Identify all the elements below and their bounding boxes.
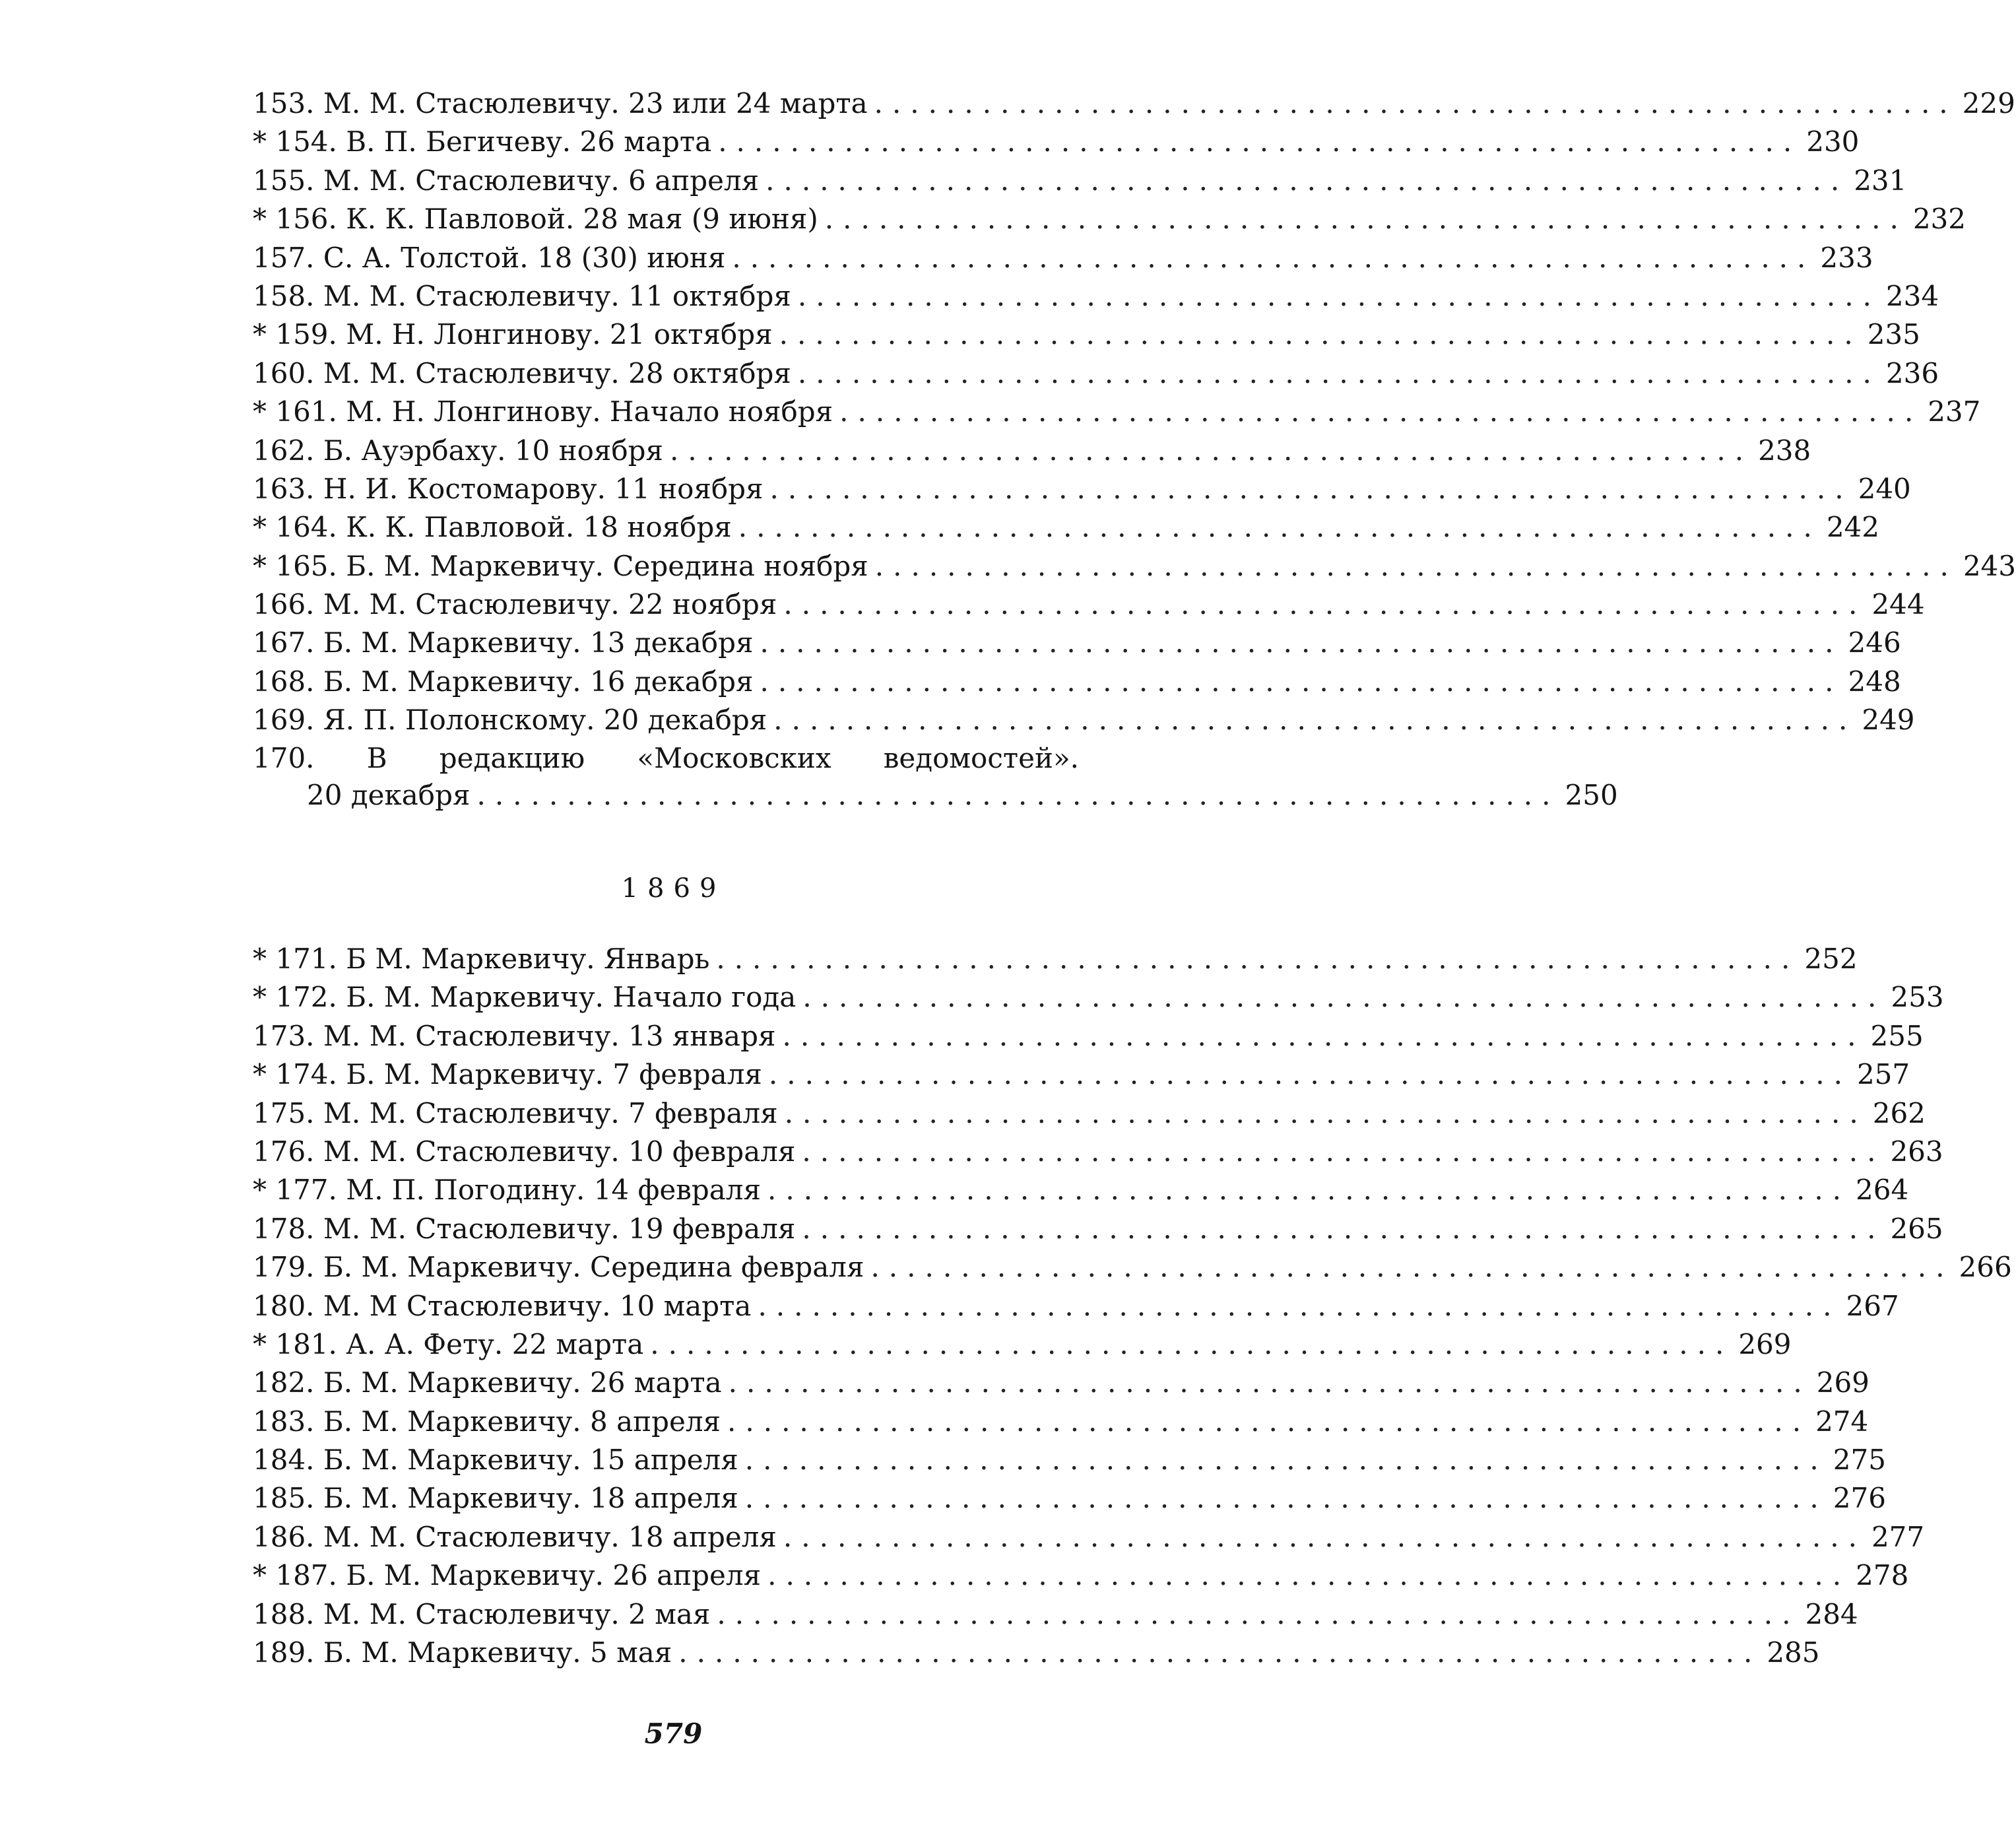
toc-entry-page: 255 <box>1870 1019 1924 1052</box>
toc-entry <box>253 316 1920 354</box>
toc-entry <box>253 1634 1820 1672</box>
toc-entry <box>253 624 1901 662</box>
toc-entry-page: 237 <box>1928 395 1981 428</box>
dot-leader: ............................................................ <box>783 1520 1866 1553</box>
toc-entry <box>253 701 1915 739</box>
toc-entry <box>253 1133 1943 1171</box>
toc-entry <box>253 123 1860 161</box>
toc-entry-page: 243 <box>1963 549 2016 582</box>
toc-entry-page: 264 <box>1856 1174 1909 1207</box>
toc-entry-page: 231 <box>1854 164 1907 197</box>
dot-leader: ............................................................ <box>670 434 1753 467</box>
dot-leader: ............................................................ <box>738 511 1821 544</box>
toc-entry <box>253 1248 2012 1286</box>
toc-entry-page: 269 <box>1738 1327 1792 1360</box>
dot-leader: ............................................................ <box>782 1019 1866 1052</box>
dot-leader: ............................................................ <box>783 588 1867 621</box>
toc-entry-title: * 156. К. К. Павловой. 28 мая (9 июня) <box>253 203 818 236</box>
toc-entry-title: 168. Б. М. Маркевичу. 16 декабря <box>253 665 754 698</box>
toc-entry-page: 242 <box>1826 511 1879 544</box>
toc-entry <box>253 1556 1909 1595</box>
dot-leader: ............................................................ <box>802 981 1886 1014</box>
toc-entry-page: 276 <box>1833 1482 1886 1515</box>
toc-entry <box>253 1171 1909 1209</box>
toc-entry-page: 252 <box>1804 943 1858 975</box>
dot-leader: ............................................................ <box>767 1559 1851 1592</box>
toc-entry <box>253 508 1879 547</box>
toc-entry-page: 238 <box>1758 434 1811 467</box>
toc-entry-page: 240 <box>1858 472 1911 505</box>
toc-entry-title: 188. М. М. Стасюлевичу. 2 мая <box>253 1597 711 1630</box>
toc-entry <box>253 1055 1910 1094</box>
toc-entry-page: 232 <box>1912 203 1966 236</box>
toc-entry-page: 285 <box>1767 1636 1820 1669</box>
toc-entry-title-line1: 170. В редакцию «Московских ведомостей». <box>253 741 1079 774</box>
toc-entry <box>253 1325 1792 1364</box>
toc-entry <box>253 1287 1899 1325</box>
dot-leader: ............................................................ <box>765 164 1849 197</box>
toc-entry-page: 246 <box>1848 626 1901 659</box>
toc-entry-title: 178. М. М. Стасюлевичу. 19 февраля <box>253 1212 796 1245</box>
toc-entry-title: * 159. М. Н. Лонгинову. 21 октября <box>253 318 773 351</box>
toc-entry <box>253 1094 1926 1133</box>
dot-leader: ............................................................ <box>758 1289 1841 1322</box>
toc-entry-page: 248 <box>1848 665 1901 698</box>
dot-leader: ............................................................ <box>728 1366 1811 1399</box>
dot-leader: ............................................................ <box>717 1597 1800 1630</box>
toc-entry <box>253 1210 1943 1248</box>
dot-leader: ............................................................ <box>716 943 1800 975</box>
toc-entry-page: 275 <box>1833 1444 1886 1477</box>
dot-leader: ............................................................ <box>718 125 1802 158</box>
toc-entry-title: 163. Н. И. Костомарову. 11 ноября <box>253 472 764 505</box>
toc-entry-title: 183. Б. М. Маркевичу. 8 апреля <box>253 1405 721 1438</box>
toc-entry <box>253 162 1907 200</box>
toc-entry-title: * 181. А. А. Фету. 22 марта <box>253 1327 644 1360</box>
toc-entry-title: 155. М. М. Стасюлевичу. 6 апреля <box>253 164 760 197</box>
toc-entry-page: 253 <box>1891 981 1944 1014</box>
page-number: 579 <box>644 1717 703 1750</box>
dot-leader: ............................................................ <box>802 1135 1885 1168</box>
dot-leader: ............................................................ <box>773 704 1857 737</box>
toc-entry-title: 157. С. А. Толстой. 18 (30) июня <box>253 241 726 274</box>
toc-entry <box>253 239 1873 277</box>
toc-entry-page: 262 <box>1872 1096 1926 1129</box>
toc-entry-page: 265 <box>1890 1212 1943 1245</box>
dot-leader: ............................................................ <box>779 318 1862 351</box>
dot-leader: ............................................................ <box>839 395 1923 428</box>
toc-entry-title: 189. Б. М. Маркевичу. 5 мая <box>253 1636 672 1669</box>
toc-entry-title: 162. Б. Ауэрбаху. 10 ноября <box>253 434 664 467</box>
toc-entry-page: 284 <box>1805 1597 1858 1630</box>
toc-entry-title: * 171. Б М. Маркевичу. Январь <box>253 943 710 975</box>
toc-entry-title: 176. М. М. Стасюлевичу. 10 февраля <box>253 1135 796 1168</box>
toc-entry-title: 169. Я. П. Полонскому. 20 декабря <box>253 704 767 737</box>
toc-entry-page: 229 <box>1962 87 2015 119</box>
toc-entry <box>253 354 1939 393</box>
toc-entry-title: 185. Б. М. Маркевичу. 18 апреля <box>253 1482 738 1515</box>
toc-entry-title: * 187. Б. М. Маркевичу. 26 апреля <box>253 1559 762 1592</box>
toc-entry-title: * 164. К. К. Павловой. 18 ноября <box>253 511 732 544</box>
toc-entry-title: * 177. М. П. Погодину. 14 февраля <box>253 1174 761 1207</box>
dot-leader: ............................................................ <box>744 1482 1828 1515</box>
dot-leader: ............................................................ <box>874 87 1957 119</box>
toc-entry-title: 175. М. М. Стасюлевичу. 7 февраля <box>253 1096 778 1129</box>
toc-entry-title: * 161. М. Н. Лонгинову. Начало ноября <box>253 395 833 428</box>
dot-leader: ............................................................ <box>769 472 1853 505</box>
toc-entry-page: 236 <box>1885 356 1939 389</box>
toc-entry-page: 263 <box>1890 1135 1943 1168</box>
toc-list-1869 <box>253 940 2012 1672</box>
toc-entry-title: 173. М. М. Стасюлевичу. 13 января <box>253 1019 776 1052</box>
dot-leader: ............................................................ <box>760 665 1843 698</box>
toc-entry <box>253 1364 1870 1402</box>
toc-entry-title: 184. Б. М. Маркевичу. 15 апреля <box>253 1444 738 1477</box>
toc-entry-title: 160. М. М. Стасюлевичу. 28 октября <box>253 356 791 389</box>
toc-entry <box>253 547 2016 585</box>
toc-entry <box>253 84 2015 123</box>
toc-entry-page: 249 <box>1862 704 1915 737</box>
toc-entry-page: 234 <box>1885 279 1939 312</box>
dot-leader: ............................................................ <box>767 1174 1851 1207</box>
dot-leader: ............................................................ <box>727 1405 1811 1438</box>
toc-entry <box>253 978 1944 1016</box>
toc-entry-title: 153. М. М. Стасюлевичу. 23 или 24 марта <box>253 87 868 119</box>
toc-entry <box>253 1595 1858 1634</box>
toc-entry-title: 182. Б. М. Маркевичу. 26 марта <box>253 1366 722 1399</box>
dot-leader: ............................................................ <box>476 778 1560 811</box>
toc-entry-title: 180. М. М Стасюлевичу. 10 марта <box>253 1289 752 1322</box>
dot-leader: ............................................................ <box>797 279 1881 312</box>
toc-entry <box>253 585 1925 624</box>
dot-leader: ............................................................ <box>768 1058 1852 1091</box>
toc-entry-title: * 172. Б. М. Маркевичу. Начало года <box>253 981 797 1014</box>
dot-leader: ............................................................ <box>678 1636 1762 1669</box>
dot-leader: ............................................................ <box>874 549 1958 582</box>
dot-leader: ............................................................ <box>802 1212 1885 1245</box>
toc-entry <box>253 200 1966 238</box>
toc-entry-title: 166. М. М. Стасюлевичу. 22 ноября <box>253 588 777 621</box>
toc-entry-title: * 174. Б. М. Маркевичу. 7 февраля <box>253 1058 762 1091</box>
toc-entry <box>253 1441 1886 1479</box>
dot-leader: ............................................................ <box>760 626 1843 659</box>
toc-entry-title: * 165. Б. М. Маркевичу. Середина ноября <box>253 549 868 582</box>
toc-entry-page: 233 <box>1820 241 1873 274</box>
dot-leader: ............................................................ <box>824 203 1908 236</box>
toc-entry <box>253 1518 1925 1556</box>
toc-entry-page: 230 <box>1806 125 1860 158</box>
toc-list-1868 <box>253 84 2016 817</box>
toc-entry-title: * 154. В. П. Бегичеву. 26 марта <box>253 125 712 158</box>
toc-entry-page: 267 <box>1846 1289 1899 1322</box>
toc-entry-page: 244 <box>1871 588 1925 621</box>
toc-entry <box>253 277 1939 316</box>
dot-leader: ............................................................ <box>732 241 1815 274</box>
toc-entry-title: 167. Б. М. Маркевичу. 13 декабря <box>253 626 754 659</box>
toc-entry-page: 278 <box>1856 1559 1909 1592</box>
dot-leader: ............................................................ <box>784 1096 1868 1129</box>
toc-entry <box>253 1479 1886 1517</box>
toc-entry-line2 <box>253 777 1618 814</box>
toc-entry-page: 250 <box>1565 778 1618 811</box>
toc-entry <box>253 1017 1924 1055</box>
toc-entry-page: 274 <box>1815 1405 1869 1438</box>
toc-entry-page: 266 <box>1959 1251 2012 1284</box>
dot-leader: ............................................................ <box>650 1327 1734 1360</box>
toc-entry-multiline <box>253 740 1618 817</box>
dot-leader: ............................................................ <box>744 1444 1828 1477</box>
dot-leader: ............................................................ <box>870 1251 1954 1284</box>
toc-entry <box>253 940 1858 978</box>
toc-entry <box>253 1403 1869 1441</box>
toc-entry <box>253 470 1911 508</box>
toc-entry-title: 186. М. М. Стасюлевичу. 18 апреля <box>253 1520 777 1553</box>
toc-entry-page: 257 <box>1856 1058 1910 1091</box>
toc-entry <box>253 432 1811 470</box>
toc-entry-page: 277 <box>1871 1520 1925 1553</box>
year-heading: 1869 <box>621 873 726 904</box>
toc-entry <box>253 663 1901 701</box>
dot-leader: ............................................................ <box>797 356 1881 389</box>
toc-entry-title: 179. Б. М. Маркевичу. Середина февраля <box>253 1251 864 1284</box>
toc-entry-page: 235 <box>1867 318 1920 351</box>
toc-entry-page: 269 <box>1816 1366 1870 1399</box>
toc-entry <box>253 393 1981 431</box>
toc-entry-title-line2: 20 декабря <box>307 778 471 811</box>
toc-entry-title: 158. М. М. Стасюлевичу. 11 октября <box>253 279 791 312</box>
